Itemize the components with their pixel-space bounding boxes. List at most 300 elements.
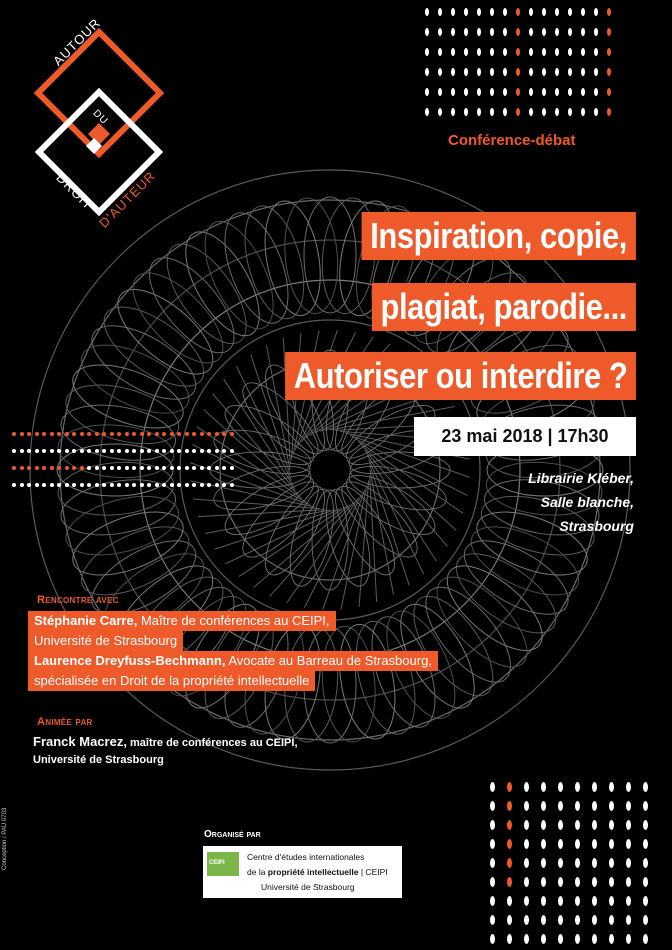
dot (140, 449, 144, 453)
dot (12, 432, 16, 436)
dot (609, 934, 614, 944)
dot (192, 449, 196, 453)
dot (541, 896, 546, 906)
dot (490, 28, 494, 36)
dot (464, 68, 468, 76)
dot (575, 877, 580, 887)
dot (558, 858, 563, 868)
design-credit: Conception / PAU 0703 (2, 807, 8, 870)
dot (490, 839, 495, 849)
dot (20, 483, 24, 487)
dot (192, 466, 196, 470)
moderator-heading: Animée par (37, 716, 93, 728)
dot (42, 449, 46, 453)
dot (507, 896, 512, 906)
dot (155, 449, 159, 453)
dot (110, 449, 114, 453)
dot (558, 877, 563, 887)
dot (643, 801, 648, 811)
dot (541, 915, 546, 925)
moderator-role: maître de conférences au CEIPI, (126, 737, 298, 749)
dot (592, 877, 597, 887)
dot (185, 466, 189, 470)
venue-line-2: Salle blanche, (540, 494, 634, 510)
dot (592, 934, 597, 944)
dot (541, 877, 546, 887)
dot (558, 782, 563, 792)
dot (27, 466, 31, 470)
dot (477, 108, 481, 116)
dot (529, 68, 533, 76)
dot (110, 432, 114, 436)
moderator-line-2: Université de Strasbourg (33, 754, 164, 766)
dot (102, 466, 106, 470)
dot (425, 48, 429, 56)
dot (542, 68, 546, 76)
dot (524, 915, 529, 925)
dot (87, 432, 91, 436)
dot (65, 449, 69, 453)
dot (477, 88, 481, 96)
dot (507, 934, 512, 944)
dot (117, 449, 121, 453)
dot (438, 108, 442, 116)
dot (125, 432, 129, 436)
dot (207, 483, 211, 487)
dot (594, 28, 598, 36)
dot (207, 466, 211, 470)
dot (200, 466, 204, 470)
dot (162, 432, 166, 436)
dot (65, 432, 69, 436)
dot (594, 8, 598, 16)
dot (215, 432, 219, 436)
dot (568, 28, 572, 36)
dot (568, 68, 572, 76)
title-line-2: plagiat, parodie... (372, 283, 636, 331)
dot (626, 858, 631, 868)
dot (490, 858, 495, 868)
dot (541, 858, 546, 868)
dot (490, 68, 494, 76)
dot (516, 8, 520, 16)
dot-grid-top-right (425, 8, 615, 128)
dot (609, 782, 614, 792)
dot (568, 48, 572, 56)
dot (643, 934, 648, 944)
dot (490, 896, 495, 906)
dot (438, 68, 442, 76)
dot (425, 108, 429, 116)
dot (542, 108, 546, 116)
moderator-line-1 (33, 733, 298, 752)
dot (57, 466, 61, 470)
dot (200, 432, 204, 436)
dot (140, 483, 144, 487)
dot (524, 782, 529, 792)
dot (607, 88, 611, 96)
dot (575, 839, 580, 849)
dot (516, 28, 520, 36)
dot (507, 782, 512, 792)
dot (200, 449, 204, 453)
dot (50, 432, 54, 436)
dot (230, 466, 234, 470)
dot (529, 88, 533, 96)
dot (12, 466, 16, 470)
dot (524, 839, 529, 849)
dot (594, 48, 598, 56)
dot (592, 839, 597, 849)
dot (451, 48, 455, 56)
dot (200, 483, 204, 487)
dot (643, 896, 648, 906)
dot (222, 483, 226, 487)
dot (177, 432, 181, 436)
dot (503, 88, 507, 96)
dot (594, 108, 598, 116)
dot (425, 28, 429, 36)
dot (464, 108, 468, 116)
dot (568, 88, 572, 96)
dot (170, 466, 174, 470)
dot (524, 877, 529, 887)
speaker-2-role: Avocate au Barreau de Strasbourg, (225, 653, 432, 668)
dot (464, 88, 468, 96)
title-line-1: Inspiration, copie, (362, 212, 636, 260)
dot (541, 801, 546, 811)
dot (451, 28, 455, 36)
speakers-heading: Rencontre avec (37, 594, 119, 606)
dot (558, 934, 563, 944)
dot (192, 483, 196, 487)
dot (95, 432, 99, 436)
logo-word-dauteur: D'AUTEUR (96, 168, 159, 231)
dot (451, 108, 455, 116)
dot (87, 483, 91, 487)
dot (607, 108, 611, 116)
dot (575, 782, 580, 792)
dot (529, 108, 533, 116)
dot (542, 8, 546, 16)
dot (503, 28, 507, 36)
dot (185, 483, 189, 487)
dot (87, 449, 91, 453)
dot (524, 896, 529, 906)
dot (592, 915, 597, 925)
dot (529, 48, 533, 56)
dot (490, 88, 494, 96)
dot (95, 483, 99, 487)
logo-word-du: DU (90, 107, 110, 128)
dot-grid-bottom-right (490, 782, 655, 950)
dot (155, 466, 159, 470)
dot (524, 858, 529, 868)
dot (110, 466, 114, 470)
ceipi-logo-text: CEIPI (209, 860, 225, 866)
dot (57, 483, 61, 487)
dot (507, 915, 512, 925)
dot (490, 8, 494, 16)
dot (507, 820, 512, 830)
dot (581, 108, 585, 116)
dot (132, 483, 136, 487)
dot (575, 896, 580, 906)
dot (12, 449, 16, 453)
dot (490, 801, 495, 811)
dot (541, 782, 546, 792)
dot (20, 466, 24, 470)
dot (464, 8, 468, 16)
dot (42, 483, 46, 487)
dot (147, 483, 151, 487)
dot (490, 820, 495, 830)
dot (592, 896, 597, 906)
organizer-card (203, 846, 402, 898)
dot (438, 28, 442, 36)
speaker-1-line-1 (28, 611, 336, 631)
dot (592, 820, 597, 830)
dot (477, 8, 481, 16)
dot (542, 48, 546, 56)
dot (20, 449, 24, 453)
dot (117, 483, 121, 487)
dot (626, 877, 631, 887)
dot (95, 449, 99, 453)
dot (215, 449, 219, 453)
dot (451, 88, 455, 96)
dot (643, 858, 648, 868)
dot (594, 68, 598, 76)
dot (215, 483, 219, 487)
dot (155, 432, 159, 436)
dot (207, 432, 211, 436)
dot (626, 915, 631, 925)
dot (132, 466, 136, 470)
dot (477, 28, 481, 36)
dot (57, 449, 61, 453)
dot (50, 449, 54, 453)
dot (125, 483, 129, 487)
dot (507, 858, 512, 868)
dot (35, 466, 39, 470)
dot (581, 28, 585, 36)
dot (177, 483, 181, 487)
dot (626, 934, 631, 944)
dot (222, 466, 226, 470)
dot (626, 782, 631, 792)
venue-line-3: Strasbourg (559, 518, 634, 534)
dot (516, 68, 520, 76)
dot (490, 108, 494, 116)
dot (507, 839, 512, 849)
dot (35, 483, 39, 487)
dot-grid-left (12, 432, 237, 502)
dot (50, 483, 54, 487)
dot (132, 449, 136, 453)
dot (170, 483, 174, 487)
dot (581, 48, 585, 56)
dot (607, 48, 611, 56)
logo-word-autour: AUTOUR (50, 15, 104, 69)
dot (555, 68, 559, 76)
dot (558, 915, 563, 925)
dot (147, 432, 151, 436)
speaker-2-line-2: spécialisée en Droit de la propriété intellectuelle (28, 671, 315, 691)
dot (643, 915, 648, 925)
dot (72, 466, 76, 470)
organizer-line-3: Université de Strasbourg (261, 882, 355, 892)
dot (490, 877, 495, 887)
dot (626, 801, 631, 811)
dot (438, 8, 442, 16)
dot (592, 782, 597, 792)
dot (592, 858, 597, 868)
dot (558, 839, 563, 849)
organizer-line-2-pre: de la (247, 867, 268, 877)
dot (568, 8, 572, 16)
dot (162, 449, 166, 453)
dot (102, 483, 106, 487)
dot (555, 8, 559, 16)
dot (609, 915, 614, 925)
dot (503, 8, 507, 16)
dot (102, 449, 106, 453)
dot (132, 432, 136, 436)
dot (425, 8, 429, 16)
dot (592, 801, 597, 811)
dot (607, 8, 611, 16)
dot (125, 449, 129, 453)
dot (140, 466, 144, 470)
dot (503, 108, 507, 116)
dot (20, 432, 24, 436)
dot (451, 8, 455, 16)
speaker-2-line-1 (28, 651, 438, 671)
dot (185, 449, 189, 453)
dot (575, 858, 580, 868)
dot (80, 432, 84, 436)
dot (177, 449, 181, 453)
dot (162, 483, 166, 487)
dot (230, 432, 234, 436)
dot (425, 68, 429, 76)
dot (643, 782, 648, 792)
dot (575, 801, 580, 811)
organizer-line-1: Centre d'études internationales (247, 852, 365, 862)
dot (490, 915, 495, 925)
dot (117, 466, 121, 470)
dot (117, 432, 121, 436)
dot (50, 466, 54, 470)
dot (102, 432, 106, 436)
dot (529, 8, 533, 16)
dot (477, 48, 481, 56)
dot (27, 449, 31, 453)
dot (516, 88, 520, 96)
dot (581, 8, 585, 16)
dot (477, 68, 481, 76)
dot (516, 108, 520, 116)
dot (230, 483, 234, 487)
dot (140, 432, 144, 436)
dot (555, 48, 559, 56)
dot (177, 466, 181, 470)
speaker-2-name: Laurence Dreyfuss-Bechmann, (34, 653, 226, 668)
dot (155, 483, 159, 487)
dot (57, 432, 61, 436)
dot (72, 483, 76, 487)
dot (185, 432, 189, 436)
organizer-label: Organisé par (204, 829, 261, 840)
dot (507, 877, 512, 887)
dot (42, 466, 46, 470)
dot (558, 896, 563, 906)
dot (35, 449, 39, 453)
dot (643, 820, 648, 830)
dot (542, 28, 546, 36)
dot (541, 820, 546, 830)
dot (568, 108, 572, 116)
dot (581, 68, 585, 76)
dot (555, 88, 559, 96)
dot (451, 68, 455, 76)
dot (558, 801, 563, 811)
moderator-name: Franck Macrez, (33, 734, 127, 749)
dot (147, 449, 151, 453)
dot (72, 432, 76, 436)
dot (626, 839, 631, 849)
logo-word-droit: DROIT (53, 170, 97, 213)
dot (35, 432, 39, 436)
dot (503, 68, 507, 76)
dot (27, 432, 31, 436)
dot (464, 28, 468, 36)
dot (541, 839, 546, 849)
dot (170, 432, 174, 436)
dot (609, 896, 614, 906)
dot (80, 449, 84, 453)
dot (65, 483, 69, 487)
organizer-line-2-post: | CEIPI (358, 867, 388, 877)
dot (626, 896, 631, 906)
speaker-1-line-2: Université de Strasbourg (28, 631, 183, 651)
dot (575, 934, 580, 944)
dot (110, 483, 114, 487)
dot (438, 48, 442, 56)
dot (609, 801, 614, 811)
dot (503, 48, 507, 56)
dot (170, 449, 174, 453)
dot (555, 28, 559, 36)
event-type: Conférence-débat (448, 132, 576, 149)
dot (594, 88, 598, 96)
dot (516, 48, 520, 56)
dot (529, 28, 533, 36)
dot (558, 820, 563, 830)
dot (207, 449, 211, 453)
dot (42, 432, 46, 436)
dot (222, 432, 226, 436)
dot (575, 820, 580, 830)
dot (230, 449, 234, 453)
dot (541, 934, 546, 944)
dot (222, 449, 226, 453)
dot (490, 782, 495, 792)
dot (507, 801, 512, 811)
dot (490, 48, 494, 56)
organizer-line-2 (247, 867, 388, 877)
